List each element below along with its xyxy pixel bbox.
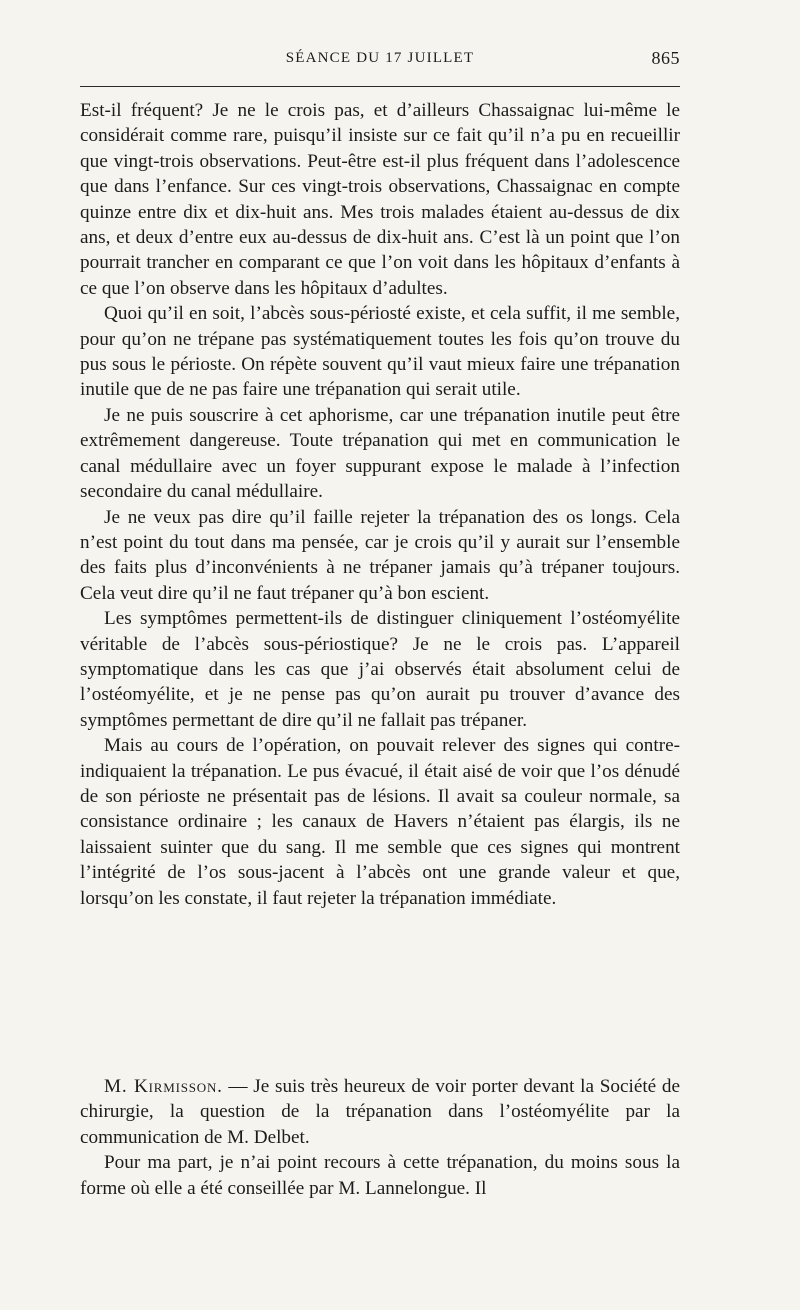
paragraph: Quoi qu’il en soit, l’abcès sous-périosté existe, et cela suffit, il me semble, pour qu’on ne trépane pas systématiquement toutes les fois qu’on trouve du pus sous le périoste. On répète souvent qu’il vaut mieux faire une trépanation inutile que de ne pas faire une trépanation qui serait utile. <box>80 303 680 401</box>
header-rule <box>80 86 680 87</box>
main-text <box>80 98 680 911</box>
paragraph: Mais au cours de l’opération, on pouvait relever des signes qui contre-indiquaient la trépanation. Le pus évacué, il était aisé de voir que l’os dénudé de son périoste ne présentait pas de lésions. Il avait sa couleur normale, sa consistance ordinaire ; les canaux de Havers n’étaient pas élargis, ils ne laissaient suinter que du sang. Il me semble que ces signes qui montrent l’intégrité de l’os sous-jacent à l’abcès ont une grande valeur et que, lorsqu’on les constate, il faut rejeter la trépanation immédiate. <box>80 735 680 909</box>
kirmisson-section <box>80 1074 680 1201</box>
paragraph: Je ne puis souscrire à cet aphorisme, car une trépanation inutile peut être extrêmement dangereuse. Toute trépanation qui met en communication le canal médullaire avec un foyer suppurant expose le malade à l’infection secondaire du canal médullaire. <box>80 404 680 503</box>
paragraph <box>80 1074 680 1150</box>
paragraph-text: — Je suis très heureux de voir porter devant la Société de chirurgie, la question de la trépanation dans l’ostéomyélite par la communication de M. Delbet. <box>80 1076 680 1148</box>
speaker-name: M. Kirmisson. <box>104 1076 223 1097</box>
paragraph: Je ne veux pas dire qu’il faille rejeter la trépanation des os longs. Cela n’est point du tout dans ma pensée, car je crois qu’il y aurait sur l’ensemble des faits plus d’inconvénients à ne trépaner jamais qu’à trépaner toujours. Cela veut dire qu’il ne faut trépaner qu’à bon escient. <box>80 506 680 604</box>
paragraph: Pour ma part, je n’ai point recours à cette trépanation, du moins sous la forme où elle a été conseillée par M. Lannelongue. Il <box>80 1152 680 1199</box>
page-number: 865 <box>651 48 680 68</box>
running-head <box>80 46 680 76</box>
paragraph: Les symptômes permettent-ils de distinguer cliniquement l’ostéomyélite véritable de l’abcès sous-périostique? Je ne le crois pas. L’appareil symptomatique dans les cas que j’ai observés était absolument celui de l’ostéomyélite, et je ne pense pas qu’on aurait pu trouver d’avance des symptômes permettant de dire qu’il ne fallait pas trépaner. <box>80 608 680 731</box>
running-title: SÉANCE DU 17 JUILLET <box>285 50 475 66</box>
paragraph: Est-il fréquent? Je ne le crois pas, et d’ailleurs Chassaignac lui-même le considérait comme rare, puisqu’il insiste sur ce fait qu’il n’a pu en recueillir que vingt-trois observations. Peut-être est-il plus fréquent dans l’adolescence que dans l’enfance. Sur ces vingt-trois observations, Chassaignac en compte quinze entre dix et dix-huit ans. Mes trois malades étaient au-dessus de dix ans, et deux d’entre eux au-dessus de dix-huit ans. C’est là un point que l’on pourrait trancher en comparant ce que l’on voit dans les hôpitaux d’enfants à ce que l’on observe dans les hôpitaux d’adultes. <box>80 100 680 299</box>
